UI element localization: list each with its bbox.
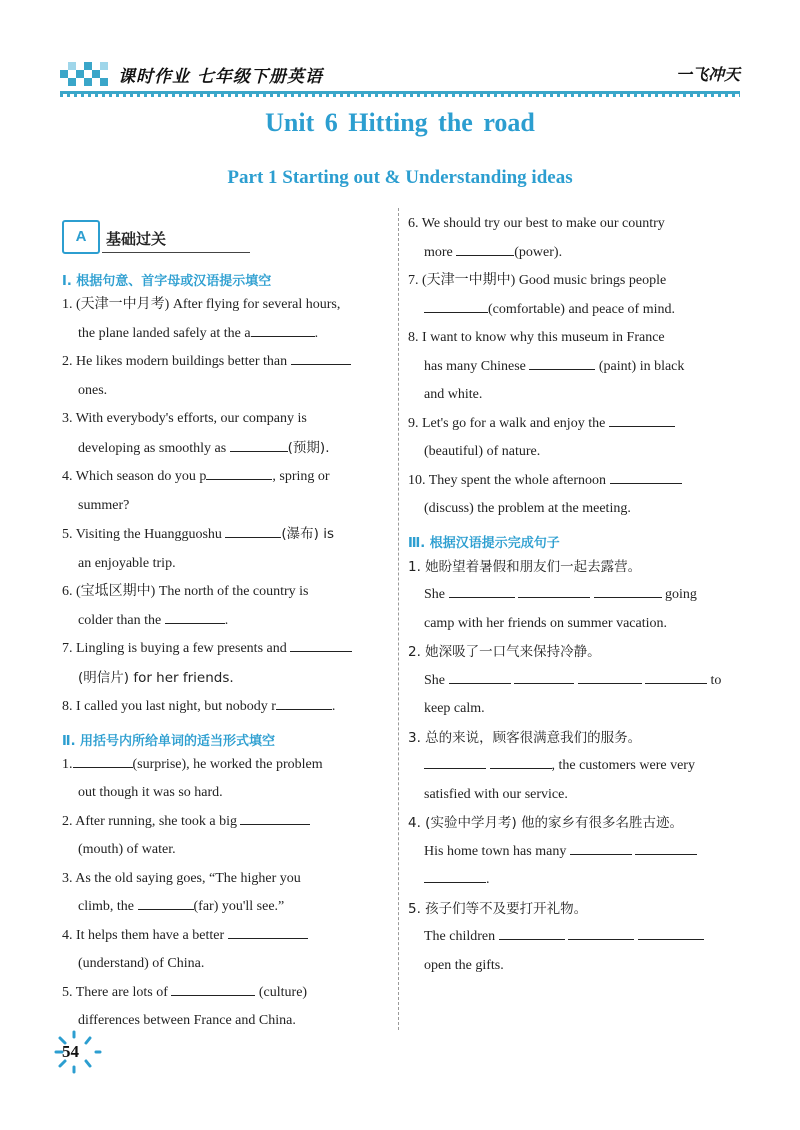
question-line: She to	[408, 667, 740, 696]
question-line: 2. He likes modern buildings better than	[62, 348, 390, 377]
question-line: the plane landed safely at the a .	[62, 320, 390, 349]
question-line: The children	[408, 923, 740, 952]
question-line: 9. Let's go for a walk and enjoy the	[408, 410, 740, 439]
question-line: has many Chinese (paint) in black	[408, 353, 740, 382]
brand-name: 一飞冲天	[675, 65, 740, 84]
question-prompt: 4. (实验中学月考) 他的家乡有很多名胜古迹。	[408, 815, 683, 831]
answer-blank[interactable]	[609, 410, 675, 427]
question-prompt: 3. 总的来说，顾客很满意我们的服务。	[408, 729, 642, 746]
question-line: 1. (天津一中月考) After flying for several hours,	[62, 297, 341, 312]
answer-blank[interactable]	[424, 866, 486, 883]
section-a-label: 基础过关	[106, 230, 167, 248]
question-line: 7. (天津一中期中) Good music brings people	[408, 273, 667, 288]
question-line: 1. (surprise), he worked the problem	[62, 751, 390, 780]
answer-blank[interactable]	[570, 838, 632, 855]
header-dots	[60, 94, 740, 97]
section-1-title: Ⅰ. 根据句意、首字母或汉语提示填空	[62, 274, 272, 289]
part-title: Part 1 Starting out & Understanding ideas	[227, 167, 573, 188]
question-line: summer?	[78, 497, 130, 513]
question-line: His home town has many	[408, 838, 740, 867]
question-line: out though it was so hard.	[78, 785, 223, 800]
question-line: 7. Lingling is buying a few presents and	[62, 635, 390, 664]
question-line: developing as smoothly as (预期).	[62, 434, 390, 464]
question-line: (mouth) of water.	[78, 842, 176, 857]
question-line: more (power).	[408, 239, 740, 268]
answer-blank[interactable]	[449, 667, 511, 684]
answer-blank[interactable]	[225, 521, 281, 538]
question-line: ones.	[78, 382, 108, 398]
question-line: (beautiful) of nature.	[424, 444, 541, 459]
question-line: (understand) of China.	[78, 956, 205, 971]
answer-blank[interactable]	[73, 751, 133, 768]
question-line: 6. We should try our best to make our country	[408, 216, 665, 231]
page-number: 54	[62, 1042, 79, 1061]
answer-blank[interactable]	[251, 320, 315, 337]
question-line: and white.	[424, 387, 483, 402]
answer-blank[interactable]	[638, 923, 704, 940]
section-3-title: Ⅲ. 根据汉语提示完成句子	[408, 535, 560, 551]
question-line: an enjoyable trip.	[78, 555, 176, 571]
answer-blank[interactable]	[138, 893, 194, 910]
question-line: 6. (宝坻区期中) The north of the country is	[62, 584, 309, 599]
answer-blank[interactable]	[568, 923, 634, 940]
answer-blank[interactable]	[499, 923, 565, 940]
section-a-header	[62, 216, 390, 262]
answer-blank[interactable]	[449, 581, 515, 598]
question-line: colder than the .	[62, 607, 390, 636]
answer-blank[interactable]	[610, 467, 682, 484]
question-line: climb, the (far) you'll see.”	[62, 893, 390, 922]
question-line: satisfied with our service.	[424, 786, 568, 802]
column-divider	[398, 208, 399, 1030]
answer-blank[interactable]	[240, 808, 310, 825]
question-line: differences between France and China.	[78, 1013, 296, 1028]
section-2-title: Ⅱ. 用括号内所给单词的适当形式填空	[62, 733, 276, 749]
answer-blank[interactable]	[171, 979, 255, 996]
question-line: camp with her friends on summer vacation.	[424, 615, 667, 631]
question-line: .	[408, 866, 740, 895]
series-title: 课时作业 七年级下册英语	[118, 67, 323, 87]
left-column	[62, 210, 390, 1036]
question-line: 3. With everybody's efforts, our company is	[62, 411, 307, 426]
answer-blank[interactable]	[206, 463, 272, 480]
answer-blank[interactable]	[490, 752, 552, 769]
question-line: She going	[408, 581, 740, 610]
question-prompt: 1. 她盼望着暑假和朋友们一起去露营。	[408, 558, 642, 575]
answer-blank[interactable]	[578, 667, 642, 684]
unit-title: Unit 6 Hitting the road	[265, 108, 535, 137]
answer-blank[interactable]	[529, 353, 595, 370]
question-line: 3. As the old saying goes, “The higher you	[62, 870, 301, 886]
question-prompt: 2. 她深吸了一口气来保持冷静。	[408, 644, 601, 660]
question-prompt: 5. 孩子们等不及要打开礼物。	[408, 900, 588, 917]
question-line: 2. After running, she took a big	[62, 808, 390, 837]
question-line: 5. There are lots of (culture)	[62, 979, 390, 1008]
answer-blank[interactable]	[514, 667, 574, 684]
question-line: 4. Which season do you p , spring or	[62, 463, 390, 492]
question-line: 5. Visiting the Huangguoshu (瀑布) is	[62, 520, 390, 550]
answer-blank[interactable]	[518, 581, 590, 598]
answer-blank[interactable]	[228, 922, 308, 939]
question-line: keep calm.	[424, 701, 485, 716]
question-line: 4. It helps them have a better	[62, 922, 390, 951]
answer-blank[interactable]	[276, 693, 332, 710]
question-line: 10. They spent the whole afternoon	[408, 467, 740, 496]
answer-blank[interactable]	[594, 581, 662, 598]
page-header	[60, 58, 740, 94]
question-line: 8. I called you last night, but nobody r .	[62, 693, 390, 722]
question-line: , the customers were very	[408, 752, 740, 781]
checker-logo-icon	[60, 60, 108, 90]
answer-blank[interactable]	[291, 348, 351, 365]
question-line: (discuss) the problem at the meeting.	[424, 501, 631, 516]
question-line: open the gifts.	[424, 957, 504, 973]
answer-blank[interactable]	[165, 607, 225, 624]
answer-blank[interactable]	[230, 435, 288, 452]
question-line: (明信片) for her friends.	[78, 669, 234, 686]
answer-blank[interactable]	[424, 752, 486, 769]
answer-blank[interactable]	[424, 296, 488, 313]
book-badge-icon: A	[62, 220, 100, 254]
answer-blank[interactable]	[456, 239, 514, 256]
question-line: 8. I want to know why this museum in France	[408, 330, 665, 345]
question-line: (comfortable) and peace of mind.	[408, 296, 740, 325]
right-column	[408, 210, 740, 980]
answer-blank[interactable]	[290, 635, 352, 652]
answer-blank[interactable]	[635, 838, 697, 855]
answer-blank[interactable]	[645, 667, 707, 684]
